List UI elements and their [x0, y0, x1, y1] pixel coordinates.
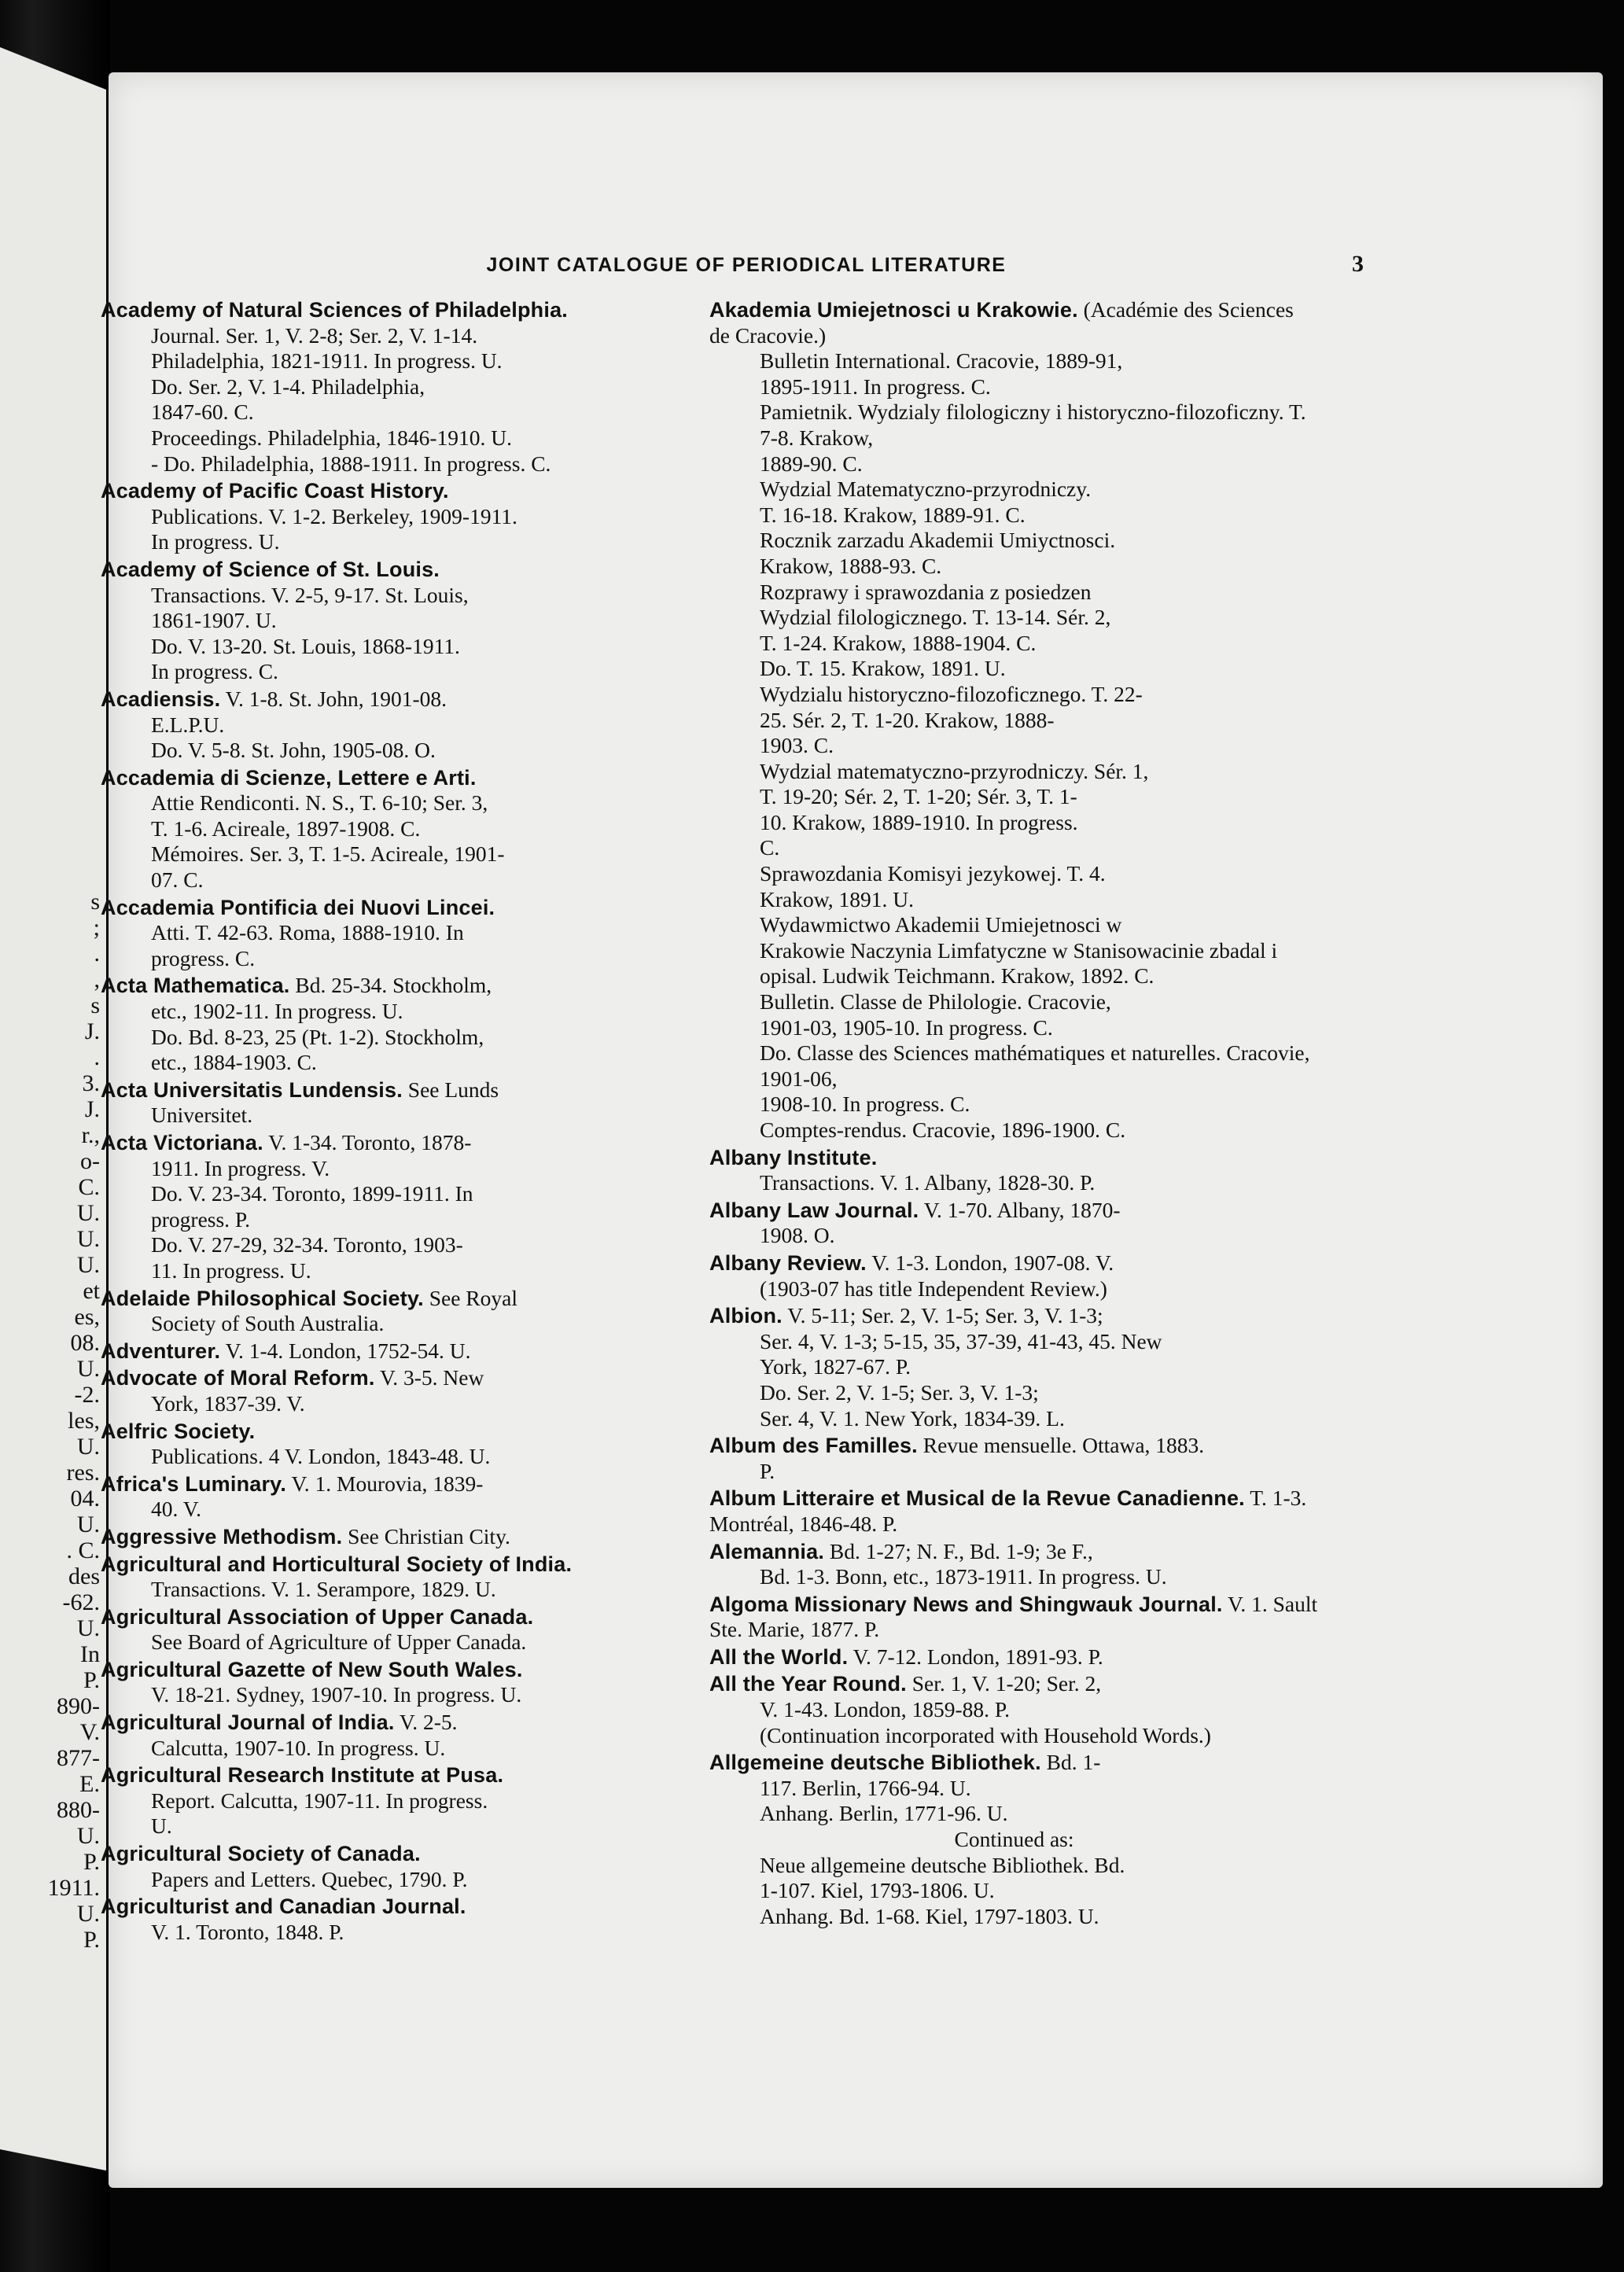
entry-holding-line: Krakow, 1891. U. [760, 886, 915, 911]
catalogue-entry [101, 1130, 694, 1284]
entry-holding-line: Report. Calcutta, 1907-11. In progress. [151, 1788, 488, 1813]
entry-heading-line [101, 1286, 694, 1312]
entry-holding-line: 1895-1911. In progress. C. [760, 374, 991, 399]
entry-holding-line: Do. V. 13-20. St. Louis, 1868-1911. [151, 633, 460, 658]
entry-heading-line [101, 1130, 694, 1156]
catalogue-entry [101, 1841, 694, 1892]
entry-inline-detail: V. 1-8. St. John, 1901-08. [220, 686, 447, 711]
facing-page-fragments [0, 63, 106, 2108]
entry-heading-line [709, 1671, 1319, 1697]
entry-holding-line: Transactions. V. 1. Albany, 1828-30. P. [760, 1170, 1096, 1195]
entry-holding-line: 1847-60. C. [151, 400, 254, 425]
entry-holding-line: Do. Ser. 2, V. 1-5; Ser. 3, V. 1-3; [760, 1379, 1039, 1405]
facing-page-fragment: . [94, 941, 100, 967]
facing-page-fragment: des [68, 1563, 100, 1589]
facing-page-fragment: 04. [70, 1486, 100, 1512]
entry-heading-line [101, 1657, 694, 1683]
facing-page-fragment: 08. [70, 1330, 100, 1356]
facing-page-fragment: C. [78, 1174, 100, 1200]
facing-page-fragment: P. [83, 1667, 100, 1693]
catalogue-entry [101, 1710, 694, 1761]
entry-heading-line [101, 1419, 694, 1445]
facing-page-fragment: es, [74, 1304, 100, 1330]
entry-inline-detail: V. 7-12. London, 1891-93. P. [848, 1644, 1103, 1669]
entry-title: Album des Familles. [709, 1434, 918, 1458]
entry-inline-detail: V. 2-5. [394, 1710, 458, 1735]
entry-inline-detail: V. 1-34. Toronto, 1878- [263, 1130, 472, 1154]
entry-holding-line: T. 1-6. Acireale, 1897-1908. C. [151, 816, 421, 841]
catalogue-entry [101, 1524, 694, 1550]
entry-holding-line: Do. V. 5-8. St. John, 1905-08. O. [151, 738, 436, 763]
catalogue-entry [101, 687, 694, 764]
entry-holding-line: U. [151, 1814, 172, 1839]
entry-title: Albany Law Journal. [709, 1198, 919, 1222]
entry-heading-line [709, 1198, 1319, 1224]
catalogue-entry [101, 1894, 694, 1945]
entry-title: Aggressive Methodism. [101, 1524, 343, 1548]
page-number: 3 [1352, 251, 1364, 277]
entry-title: Academy of Natural Sciences of Philadelphia. [101, 298, 568, 322]
entry-title: Accademia Pontificia dei Nuovi Lincei. [101, 895, 495, 919]
entry-heading-line [101, 1841, 694, 1867]
entry-heading-line [101, 297, 694, 323]
entry-title: Academy of Pacific Coast History. [101, 479, 449, 503]
entry-heading-line [101, 478, 694, 504]
entry-heading-line [709, 1592, 1319, 1643]
facing-page-fragment: o- [80, 1148, 100, 1174]
entry-title: Albany Review. [709, 1250, 867, 1275]
entry-title: Acta Victoriana. [101, 1131, 263, 1154]
entry-holding-line: E.L.P.U. [151, 712, 225, 737]
catalogue-entry [709, 297, 1319, 1143]
catalogue-entry [101, 973, 694, 1075]
entry-inline-detail: V. 1. Mourovia, 1839- [286, 1471, 484, 1496]
entry-title: Accademia di Scienze, Lettere e Arti. [101, 765, 477, 790]
entry-holding-line: etc., 1884-1903. C. [151, 1050, 317, 1075]
entry-inline-detail: V. 1-3. London, 1907-08. V. [866, 1250, 1114, 1275]
entry-holding-line: Rocznik zarzadu Akademii Umiyctnosci. [760, 528, 1116, 553]
facing-page-fragment: , [94, 967, 100, 992]
facing-page-fragment: ; [93, 915, 100, 941]
entry-title: Agricultural Research Institute at Pusa. [101, 1763, 504, 1788]
facing-page-fragment: In [80, 1641, 100, 1667]
entry-holding-line: 40. V. [151, 1497, 201, 1522]
entry-holding-line: Philadelphia, 1821-1911. In progress. U. [151, 348, 503, 374]
entry-holding-line: 117. Berlin, 1766-94. U. [760, 1775, 971, 1800]
entry-holding-line: 1889-90. C. [760, 451, 863, 476]
entry-holding-line: (1903-07 has title Independent Review.) [760, 1276, 1107, 1301]
catalogue-entry [709, 1145, 1319, 1196]
catalogue-entry [709, 1250, 1319, 1302]
entry-inline-detail: See Royal [423, 1285, 517, 1310]
entry-holding-line: Do. Bd. 8-23, 25 (Pt. 1-2). Stockholm, [151, 1024, 484, 1049]
entry-holding-line: Do. V. 23-34. Toronto, 1899-1911. In [151, 1181, 473, 1206]
catalogue-entry [101, 1604, 694, 1655]
entry-heading-line [709, 1145, 1319, 1171]
catalogue-entry [101, 1365, 694, 1416]
entry-holding-line: Bulletin International. Cracovie, 1889-91, [760, 348, 1123, 374]
entry-inline-detail: Revue mensuelle. Ottawa, 1883. [917, 1433, 1205, 1458]
entry-holding-line: Publications. V. 1-2. Berkeley, 1909-1911. [151, 503, 517, 528]
entry-heading-line [101, 557, 694, 583]
entry-title: Agricultural Gazette of New South Wales. [101, 1657, 523, 1681]
entry-inline-detail: V. 5-11; Ser. 2, V. 1-5; Ser. 3, V. 1-3; [782, 1303, 1103, 1328]
facing-page-fragment: 880- [57, 1797, 100, 1823]
entry-holding-line: V. 1. Toronto, 1848. P. [151, 1919, 344, 1944]
entry-holding-line: Transactions. V. 1. Serampore, 1829. U. [151, 1577, 496, 1602]
entry-heading-line [101, 1762, 694, 1788]
running-title: JOINT CATALOGUE OF PERIODICAL LITERATURE [486, 254, 1007, 276]
entry-holding-line: 1911. In progress. V. [151, 1155, 330, 1180]
catalogue-entry [101, 557, 694, 685]
facing-page-fragment: U. [76, 1200, 100, 1226]
facing-page-fragment: s [90, 889, 100, 915]
entry-holding-line: Mémoires. Ser. 3, T. 1-5. Acireale, 1901- [151, 841, 505, 867]
facing-page-fragment: U. [76, 1252, 100, 1278]
entry-holding-line: Anhang. Bd. 1-68. Kiel, 1797-1803. U. [760, 1903, 1099, 1928]
entry-title: All the World. [709, 1644, 849, 1669]
entry-holding-line: Ser. 4, V. 1. New York, 1834-39. L. [760, 1405, 1065, 1431]
entry-title: Allgemeine deutsche Bibliothek. [709, 1751, 1041, 1775]
catalogue-entry [101, 1657, 694, 1708]
facing-page-fragment: res. [66, 1460, 100, 1486]
entry-heading-line [101, 1339, 694, 1364]
facing-page-fragment: -62. [62, 1589, 100, 1615]
catalogue-entry [101, 297, 694, 477]
entry-holding-line: Bulletin. Classe de Philologie. Cracovie, [760, 989, 1111, 1014]
entry-inline-detail: V. 1-70. Albany, 1870- [919, 1197, 1121, 1222]
entry-title: Africa's Luminary. [101, 1471, 287, 1496]
entry-inline-detail: (Académie des Sciences de Cracovie.) [709, 297, 1294, 348]
facing-page-fragment: E. [79, 1771, 100, 1797]
entry-holding-line: Pamietnik. Wydzialy filologiczny i historyczno-filozoficzny. T. 7-8. Krakow, [760, 400, 1306, 450]
entry-inline-detail: Bd. 25-34. Stockholm, [289, 973, 492, 998]
facing-page-fragment: P. [83, 1849, 100, 1875]
entry-holding-line: 1901-03, 1905-10. In progress. C. [760, 1014, 1053, 1040]
catalogue-entry [709, 1671, 1319, 1748]
entry-heading-line [101, 1471, 694, 1497]
entry-title: Algoma Missionary News and Shingwauk Journal. [709, 1592, 1223, 1616]
entry-title: All the Year Round. [709, 1672, 907, 1696]
entry-title: Albion. [709, 1304, 783, 1328]
entry-holding-line: 25. Sér. 2, T. 1-20. Krakow, 1888- [760, 707, 1055, 732]
catalogue-entry [101, 1286, 694, 1337]
entry-holding-line: Society of South Australia. [151, 1311, 385, 1336]
left-column [101, 297, 694, 1946]
entry-heading-line [101, 1524, 694, 1550]
entry-heading-line [709, 1303, 1319, 1329]
catalogue-entry [101, 1762, 694, 1839]
entry-holding-line: Calcutta, 1907-10. In progress. U. [151, 1735, 446, 1760]
entry-title: Agricultural Society of Canada. [101, 1842, 421, 1866]
catalogue-entry [709, 1592, 1319, 1643]
entry-holding-line: progress. P. [151, 1206, 251, 1232]
entry-heading-line [101, 973, 694, 999]
entry-holding-line: Rozprawy i sprawozdania z posiedzen [760, 579, 1092, 604]
catalogue-entry [709, 1198, 1319, 1249]
entry-title: Aelfric Society. [101, 1419, 256, 1443]
entry-heading-line [709, 1539, 1319, 1565]
entry-holding-line: 07. C. [151, 867, 204, 893]
facing-page-fragment: -2. [74, 1382, 100, 1408]
entry-holding-line: Do. Ser. 2, V. 1-4. Philadelphia, [151, 374, 425, 399]
facing-page-fragment: U. [76, 1512, 100, 1537]
entry-title: Agriculturist and Canadian Journal. [101, 1895, 466, 1919]
entry-title: Agricultural Journal of India. [101, 1710, 395, 1735]
facing-page-fragment: les, [68, 1408, 100, 1434]
catalogue-entry [101, 1419, 694, 1470]
entry-holding-line: Atti. T. 42-63. Roma, 1888-1910. In [151, 920, 464, 945]
entry-holding-line: Comptes-rendus. Cracovie, 1896-1900. C. [760, 1118, 1126, 1142]
page-header [98, 177, 1395, 277]
facing-page-fragment: U. [76, 1823, 100, 1849]
entry-heading-line [709, 1433, 1319, 1459]
catalogue-entry [101, 1339, 694, 1364]
entry-title: Advocate of Moral Reform. [101, 1366, 375, 1390]
entry-heading-line [709, 1486, 1319, 1537]
entry-inline-detail: V. 1. Sault Ste. Marie, 1877. P. [709, 1591, 1318, 1642]
catalogue-entry [709, 1303, 1319, 1431]
catalogue-entry [101, 1552, 694, 1603]
entry-title: Albany Institute. [709, 1145, 878, 1169]
entry-inline-detail: Bd. 1- [1040, 1750, 1101, 1775]
facing-page-fragment: 3. [82, 1070, 100, 1096]
entry-heading-line [709, 297, 1319, 348]
entry-holding-line: Anhang. Berlin, 1771-96. U. [760, 1801, 1008, 1826]
entry-title: Acta Universitatis Lundensis. [101, 1077, 403, 1102]
entry-title: Agricultural Association of Upper Canada. [101, 1604, 534, 1629]
entry-heading-line [101, 765, 694, 791]
entry-holding-line: 10. Krakow, 1889-1910. In progress. [760, 809, 1078, 834]
entry-holding-line: 11. In progress. U. [151, 1258, 311, 1283]
entry-title: Acadiensis. [101, 687, 221, 711]
entry-holding-line: Sprawozdania Komisyi jezykowej. T. 4. [760, 861, 1106, 886]
facing-page-fragment: 890- [57, 1693, 100, 1719]
entry-inline-detail: See Lunds [402, 1077, 499, 1102]
entry-holding-line: Wydzial matematyczno-przyrodniczy. Sér. 1, [760, 758, 1149, 783]
entry-holding-line: Wydzialu historyczno-filozoficznego. T. 22- [760, 681, 1143, 706]
entry-holding-line: etc., 1902-11. In progress. U. [151, 999, 403, 1024]
facing-page-fragment: U. [76, 1226, 100, 1252]
facing-page-fragment: P. [83, 1927, 100, 1953]
entry-holding-line: Ser. 4, V. 1-3; 5-15, 35, 37-39, 41-43, 45. New [760, 1328, 1162, 1353]
entry-holding-line: York, 1827-67. P. [760, 1354, 911, 1379]
entry-title: Acta Mathematica. [101, 974, 290, 998]
catalogue-entry [709, 1644, 1319, 1670]
catalogue-entry [101, 478, 694, 555]
facing-page-fragment: s [90, 992, 100, 1018]
facing-page-fragment: 877- [57, 1745, 100, 1771]
entry-inline-detail: T. 1-3. Montréal, 1846-48. P. [709, 1486, 1307, 1536]
entry-heading-line [709, 1250, 1319, 1276]
entry-heading-line [101, 1552, 694, 1578]
entry-inline-detail: Ser. 1, V. 1-20; Ser. 2, [906, 1671, 1102, 1696]
facing-page-fragment: . [94, 1044, 100, 1070]
catalogue-entry [709, 1486, 1319, 1537]
entry-holding-line: Do. Classe des Sciences mathématiques et naturelles. Cracovie, 1901-06, [760, 1040, 1310, 1091]
entry-heading-line [101, 1604, 694, 1630]
entry-holding-line: progress. C. [151, 945, 256, 970]
entry-holding-line: 1908-10. In progress. C. [760, 1092, 970, 1117]
entry-heading-line [101, 1077, 694, 1103]
entry-heading-line [101, 895, 694, 921]
entry-holding-line: Attie Rendiconti. N. S., T. 6-10; Ser. 3, [151, 790, 488, 816]
entry-holding-line: 1-107. Kiel, 1793-1806. U. [760, 1878, 995, 1903]
entry-holding-line: See Board of Agriculture of Upper Canada. [151, 1629, 527, 1655]
entry-heading-line [101, 1894, 694, 1920]
facing-page-fragment: U. [76, 1901, 100, 1927]
right-column [709, 297, 1319, 1931]
facing-page-fragment: U. [76, 1615, 100, 1641]
entry-holding-line: Proceedings. Philadelphia, 1846-1910. U. [151, 425, 513, 450]
entry-holding-line: 1908. O. [760, 1223, 835, 1248]
facing-page-fragment: et [83, 1278, 100, 1304]
entry-title: Academy of Science of St. Louis. [101, 557, 440, 581]
entry-holding-line: Journal. Ser. 1, V. 2-8; Ser. 2, V. 1-14. [151, 322, 478, 348]
facing-page-fragment: V. [79, 1719, 100, 1745]
facing-page-fragment: U. [76, 1356, 100, 1382]
entry-holding-line: Continued as: [954, 1827, 1074, 1852]
catalogue-entry [101, 1471, 694, 1523]
entry-heading-line [101, 1710, 694, 1736]
facing-page-fragment: . C. [66, 1537, 100, 1563]
facing-page-fragment: J. [84, 1096, 100, 1122]
entry-title: Akademia Umiejetnosci u Krakowie. [709, 298, 1078, 322]
entry-holding-line: 1861-1907. U. [151, 608, 277, 633]
entry-holding-line: Papers and Letters. Quebec, 1790. P. [151, 1866, 468, 1891]
entry-holding-line: Neue allgemeine deutsche Bibliothek. Bd. [760, 1852, 1125, 1877]
entry-holding-line: Transactions. V. 2-5, 9-17. St. Louis, [151, 582, 469, 607]
entry-title: Album Litteraire et Musical de la Revue Canadienne. [709, 1486, 1245, 1511]
entry-holding-line: Krakow, 1888-93. C. [760, 553, 942, 578]
entry-holding-line: 1903. C. [760, 733, 834, 758]
entry-inline-detail: See Christian City. [342, 1523, 510, 1548]
entry-holding-line: C. [760, 835, 780, 860]
facing-page-fragment: 1911. [47, 1875, 100, 1901]
entry-title: Adventurer. [101, 1339, 221, 1363]
entry-holding-line: Wydzial Matematyczno-przyrodniczy. [760, 477, 1092, 502]
catalogue-entry [709, 1750, 1319, 1929]
catalogue-entry [101, 765, 694, 893]
entry-holding-line: Do. T. 15. Krakow, 1891. U. [760, 656, 1006, 681]
entry-holding-line: Universitet. [151, 1103, 253, 1128]
entry-holding-line: Do. V. 27-29, 32-34. Toronto, 1903- [151, 1232, 463, 1258]
facing-page-fragment: U. [76, 1434, 100, 1460]
entry-inline-detail: V. 1-4. London, 1752-54. U. [220, 1338, 471, 1363]
facing-page-fragment: J. [84, 1018, 100, 1044]
entry-holding-line: Publications. 4 V. London, 1843-48. U. [151, 1444, 491, 1469]
entry-heading-line [709, 1750, 1319, 1776]
entry-heading-line [101, 1365, 694, 1391]
entry-holding-line: In progress. U. [151, 529, 280, 554]
catalogue-entry [101, 895, 694, 972]
entry-title: Adelaide Philosophical Society. [101, 1286, 424, 1310]
entry-title: Alemannia. [709, 1539, 825, 1563]
entry-heading-line [101, 687, 694, 713]
entry-holding-line: Krakowie Naczynia Limfatyczne w Stanisowacinie zbadal i opisal. Ludwik Teichmann. Krakow, 1892. C. [760, 937, 1278, 989]
entry-holding-line: Wydawmictwo Akademii Umiejetnosci w [760, 912, 1122, 937]
entry-holding-line: - Do. Philadelphia, 1888-1911. In progress. C. [151, 451, 551, 476]
entry-inline-detail: V. 3-5. New [374, 1365, 484, 1390]
catalogue-entry [709, 1539, 1319, 1590]
entry-holding-line: (Continuation incorporated with Household Words.) [760, 1722, 1211, 1747]
entry-holding-line: York, 1837-39. V. [151, 1390, 305, 1416]
entry-inline-detail: Bd. 1-27; N. F., Bd. 1-9; 3e F., [824, 1538, 1093, 1563]
entry-holding-line: T. 1-24. Krakow, 1888-1904. C. [760, 630, 1037, 655]
entry-holding-line: T. 19-20; Sér. 2, T. 1-20; Sér. 3, T. 1- [760, 784, 1077, 809]
entry-title: Agricultural and Horticultural Society of India. [101, 1552, 573, 1576]
entry-holding-line: In progress. C. [151, 659, 278, 684]
entry-holding-line: Wydzial filologicznego. T. 13-14. Sér. 2, [760, 605, 1111, 630]
entry-holding-line: Bd. 1-3. Bonn, etc., 1873-1911. In progress. U. [760, 1564, 1167, 1589]
catalogue-entry [709, 1433, 1319, 1484]
entry-holding-line: V. 18-21. Sydney, 1907-10. In progress. U. [151, 1682, 522, 1707]
entry-holding-line: V. 1-43. London, 1859-88. P. [760, 1697, 1011, 1722]
catalogue-entry [101, 1077, 694, 1129]
entry-heading-line [709, 1644, 1319, 1670]
entry-holding-line: T. 16-18. Krakow, 1889-91. C. [760, 502, 1026, 527]
entry-holding-line: P. [760, 1458, 775, 1483]
facing-page-fragment: r., [81, 1122, 100, 1148]
